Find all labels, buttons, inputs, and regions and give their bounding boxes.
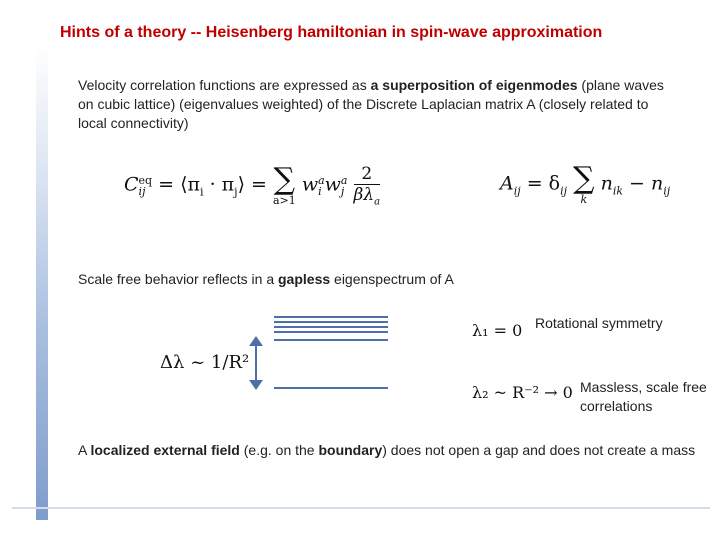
field-text-a: A xyxy=(78,442,91,458)
accent-bar xyxy=(36,44,48,520)
eigen-level xyxy=(274,387,388,389)
gapless-bold: gapless xyxy=(278,271,331,287)
sum-sigma: ∑ xyxy=(273,162,296,198)
field-bold-b: boundary xyxy=(318,442,383,458)
eq-sub: ij xyxy=(663,184,671,198)
lambda1-label: Rotational symmetry xyxy=(535,315,663,331)
eigen-level xyxy=(274,326,388,328)
eq-part: ⟩ = xyxy=(237,173,273,196)
eq-part: w xyxy=(295,173,319,196)
eigen-level xyxy=(274,316,388,318)
intro-text-b: (plane waves on cubic lattice) (eigenvalues weighted) of the Discrete Laplacian matrix A (closely related to local connectivity) xyxy=(78,77,664,131)
eq-part: w xyxy=(324,173,341,196)
eq-sub: ij xyxy=(138,184,146,198)
fraction xyxy=(354,164,381,207)
eq-sub: ij xyxy=(560,184,568,198)
eq-sub: i xyxy=(318,184,322,198)
gapless-paragraph xyxy=(78,270,678,289)
eq-part: n xyxy=(594,172,613,195)
fraction-denominator: βλ xyxy=(353,185,375,205)
sum-limit: a>1 xyxy=(273,194,296,208)
laplacian-equation xyxy=(500,161,671,206)
eq-sub: j xyxy=(234,185,238,199)
eq-sub: i xyxy=(200,185,204,199)
sum-limit: k xyxy=(580,193,588,206)
sum-symbol xyxy=(573,161,595,206)
gapless-text-b: eigenspectrum of A xyxy=(330,271,454,287)
eigen-level xyxy=(274,339,388,341)
intro-paragraph xyxy=(78,76,668,133)
intro-bold: a superposition of eigenmodes xyxy=(370,77,578,93)
eq-part: = δ xyxy=(520,172,561,195)
eq-symbol: C xyxy=(124,173,139,196)
field-bold-a: localized external field xyxy=(90,442,240,458)
gap-formula: Δλ ~ 1/R² xyxy=(160,352,250,373)
eigen-level xyxy=(274,321,388,323)
slide-title: Hints of a theory -- Heisenberg hamiltonian in spin-wave approximation xyxy=(60,24,603,41)
fraction-numerator: 2 xyxy=(354,164,381,185)
eq-sup: a xyxy=(340,173,348,187)
sum-sigma: ∑ xyxy=(573,161,595,196)
eigen-level xyxy=(274,331,388,333)
eq-sub: j xyxy=(340,184,345,198)
gapless-text-a: Scale free behavior reflects in a xyxy=(78,271,278,287)
sum-symbol xyxy=(273,162,296,208)
eq-sub: a xyxy=(374,196,381,208)
eq-sub: ij xyxy=(513,184,521,198)
eq-sup: eq xyxy=(138,173,153,187)
bottom-divider xyxy=(12,507,710,509)
eq-symbol: A xyxy=(500,172,514,195)
eq-part: − n xyxy=(623,172,664,195)
lambda2-label: Massless, scale free correlations xyxy=(580,379,707,414)
external-field-paragraph xyxy=(78,441,698,460)
field-text-b: (e.g. on the xyxy=(239,442,319,458)
lambda1-formula: λ₁ = 0 xyxy=(472,321,523,340)
intro-text-a: Velocity correlation functions are expressed as xyxy=(78,77,371,93)
eq-sub: ik xyxy=(612,184,623,198)
eq-part: · π xyxy=(203,173,235,196)
lambda2-formula: λ₂ ~ R⁻² → 0 xyxy=(472,383,573,402)
eq-part: = ⟨π xyxy=(152,173,201,196)
eq-sup: a xyxy=(318,173,325,187)
correlation-equation xyxy=(124,164,380,207)
field-text-c: ) does not open a gap and does not create a mass xyxy=(382,442,696,458)
